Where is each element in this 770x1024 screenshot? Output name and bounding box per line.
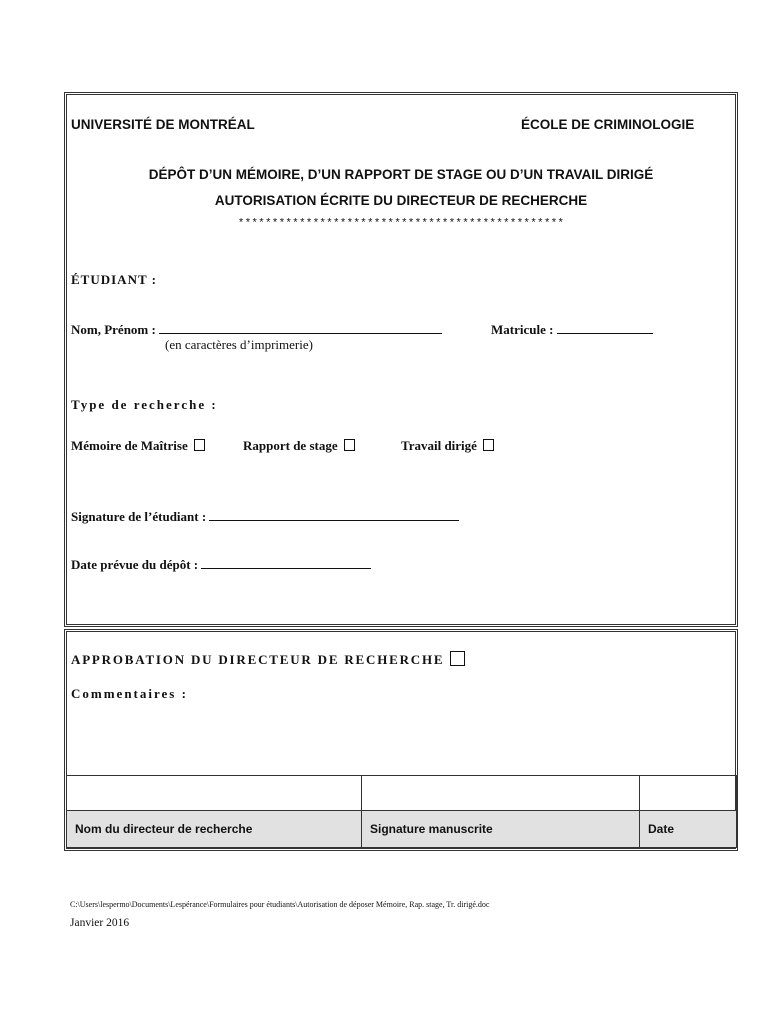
deposit-date-label: Date prévue du dépôt : <box>71 557 199 572</box>
option-memoire[interactable] <box>71 438 205 454</box>
deposit-date-row[interactable] <box>71 556 371 573</box>
research-type-label: Type de recherche : <box>71 397 218 412</box>
matricule-label: Matricule : <box>491 322 554 337</box>
school-name: ÉCOLE DE CRIMINOLOGIE <box>521 117 695 132</box>
name-input-line[interactable] <box>159 321 442 334</box>
approval-checkbox[interactable] <box>450 651 465 666</box>
form-subtitle: AUTORISATION ÉCRITE DU DIRECTEUR DE RECHERCHE <box>214 193 588 208</box>
option-travail-label: Travail dirigé <box>401 438 477 453</box>
matricule-field-row[interactable] <box>491 321 653 338</box>
stars-separator: ************************************************ <box>237 218 565 230</box>
matricule-input-line[interactable] <box>557 321 653 334</box>
director-signature-table <box>66 775 737 848</box>
option-memoire-label: Mémoire de Maîtrise <box>71 438 188 453</box>
director-signature-cell[interactable] <box>362 776 640 811</box>
rapport-checkbox[interactable] <box>344 439 355 451</box>
name-field-row[interactable] <box>71 321 442 338</box>
university-name: UNIVERSITÉ DE MONTRÉAL <box>71 117 255 132</box>
student-signature-label: Signature de l’étudiant : <box>71 509 207 524</box>
director-date-cell[interactable] <box>640 776 737 811</box>
comments-label: Commentaires : <box>71 686 188 701</box>
deposit-date-line[interactable] <box>201 556 371 569</box>
name-hint: (en caractères d’imprimerie) <box>165 337 313 352</box>
option-rapport-label: Rapport de stage <box>243 438 338 453</box>
director-name-cell[interactable] <box>67 776 362 811</box>
date-header: Date <box>640 811 737 848</box>
name-label: Nom, Prénom : <box>71 322 156 337</box>
student-section-label: ÉTUDIANT : <box>71 272 157 287</box>
document-path: C:\Users\lespermo\Documents\Lespérance\Formulaires pour étudiants\Autorisation de déposer Mémoire, Rap. stage, Tr. dirigé.doc <box>70 900 490 909</box>
travail-checkbox[interactable] <box>483 439 494 451</box>
signature-header: Signature manuscrite <box>362 811 640 848</box>
option-travail[interactable] <box>401 438 494 454</box>
document-date: Janvier 2016 <box>70 917 130 929</box>
option-rapport[interactable] <box>243 438 355 454</box>
memoire-checkbox[interactable] <box>194 439 205 451</box>
approval-row[interactable] <box>71 651 465 668</box>
director-name-header: Nom du directeur de recherche <box>67 811 362 848</box>
approval-label: APPROBATION DU DIRECTEUR DE RECHERCHE <box>71 652 445 667</box>
student-signature-line[interactable] <box>209 508 459 521</box>
form-title: DÉPÔT D’UN MÉMOIRE, D’UN RAPPORT DE STAGE OU D’UN TRAVAIL DIRIGÉ <box>148 167 654 182</box>
student-signature-row[interactable] <box>71 508 459 525</box>
